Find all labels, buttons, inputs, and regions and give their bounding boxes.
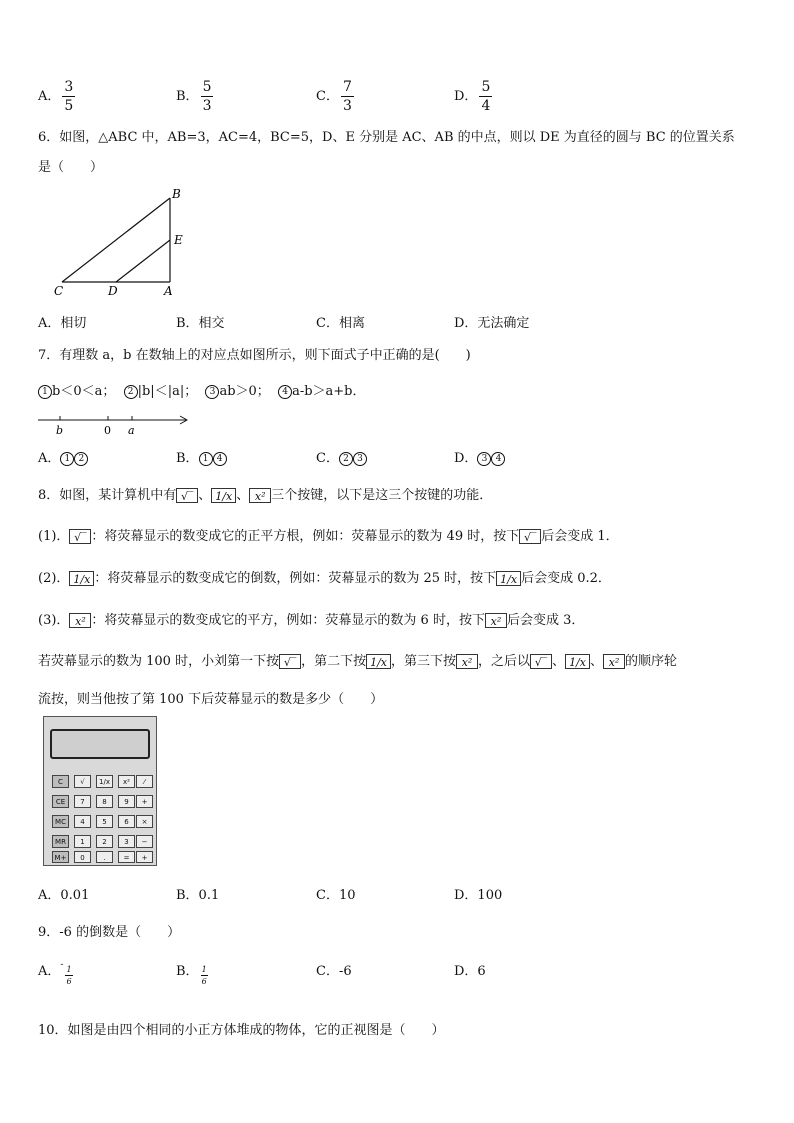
q8-option-c: C．10: [316, 888, 356, 903]
calc-key: 1/x: [96, 775, 113, 788]
label-d: D: [108, 284, 118, 298]
calc-key: +: [136, 851, 153, 863]
calc-key: 1: [74, 835, 91, 848]
square-key-icon: x²: [603, 654, 625, 669]
sqrt-key-icon: √‾: [519, 529, 541, 544]
q7-number-line: [36, 412, 196, 438]
calc-key: 5: [96, 815, 113, 828]
q8-function-3: (3)． x² ：将荧幕显示的数变成它的平方，例如：荧幕显示的数为 6 时，按下 x² 后会变成 3．: [38, 613, 585, 628]
q6-option-a: A．相切: [38, 316, 87, 331]
label-c: C: [54, 284, 64, 298]
axis-zero: 0: [104, 424, 111, 437]
q5-option-b: B． $\frac{5}{3}$: [176, 79, 212, 114]
calc-key: MR: [52, 835, 69, 848]
calc-key: √: [74, 775, 91, 788]
q10-stem: 10．如图是由四个相同的小正方体堆成的物体，它的正视图是（ ）: [38, 1023, 445, 1038]
reciprocal-key-icon: 1/x: [496, 571, 521, 586]
label-b: B: [172, 187, 181, 201]
q6-stem-line2: 是（ ）: [38, 160, 104, 175]
calc-key: 3: [118, 835, 135, 848]
calc-key: CE: [52, 795, 69, 808]
sqrt-key-icon: √‾: [69, 529, 91, 544]
q6-option-c: C．相离: [316, 316, 365, 331]
segment-de: [116, 240, 170, 282]
label-e: E: [174, 233, 183, 247]
calc-key: MC: [52, 815, 69, 828]
calc-key: 9: [118, 795, 135, 808]
sqrt-key-icon: √‾: [530, 654, 552, 669]
q8-question-line1: 若荧幕显示的数为 100 时，小刘第一下按 √‾ ，第二下按 1/x ，第三下按 x² ，之后以 √‾ 、 1/x 、 x² 的顺序轮: [38, 654, 678, 669]
q6-option-d: D．无法确定: [454, 316, 530, 331]
calc-key: 4: [74, 815, 91, 828]
q9-option-b: B． $\frac{1}{6}$: [176, 964, 207, 986]
calc-key: 8: [96, 795, 113, 808]
q8-function-2: (2)． 1/x ：将荧幕显示的数变成它的倒数，例如：荧幕显示的数为 25 时，按下 1/x 后会变成 0.2．: [38, 571, 611, 586]
q9-stem: 9．-6 的倒数是（ ）: [38, 925, 181, 940]
q7-option-a: A． 1 2: [38, 447, 88, 466]
calc-key: M+: [52, 851, 69, 863]
calc-key: ⁄: [136, 775, 153, 788]
q7-option-d: D． 3 4: [454, 447, 505, 466]
reciprocal-key-icon: 1/x: [211, 488, 236, 503]
calc-key: +: [136, 795, 153, 808]
square-key-icon: x²: [485, 613, 507, 628]
q9-option-c: C．-6: [316, 964, 352, 979]
sqrt-key-icon: √‾: [176, 488, 198, 503]
q8-option-d: D．100: [454, 888, 503, 903]
q8-option-b: B．0.1: [176, 888, 220, 903]
calc-key: ×: [136, 815, 153, 828]
q9-option-a: A．- $\frac{1}{6}$: [38, 960, 72, 986]
q8-function-1: (1)． √‾ ：将荧幕显示的数变成它的正平方根，例如：荧幕显示的数为 49 时，按下 √‾ 后会变成 1．: [38, 529, 619, 544]
calc-key: 0: [74, 851, 91, 863]
q7-option-b: B． 1 4: [176, 447, 227, 466]
calc-key: =: [118, 851, 135, 863]
calculator-screen: [50, 729, 150, 759]
q7-option-c: C． 2 3: [316, 447, 367, 466]
q8-stem: 8．如图，某计算机中有 √‾ 、 1/x 、 x² 三个按键，以下是这三个按键的功能．: [38, 488, 493, 503]
reciprocal-key-icon: 1/x: [565, 654, 590, 669]
calc-key: .: [96, 851, 113, 863]
q7-stem: 7．有理数 a，b 在数轴上的对应点如图所示，则下面式子中正确的是( ): [38, 348, 471, 363]
q5-option-a: A． $\frac{3}{5}$: [38, 79, 74, 114]
axis-b: b: [56, 424, 64, 437]
square-key-icon: x²: [456, 654, 478, 669]
reciprocal-key-icon: 1/x: [69, 571, 94, 586]
q6-stem-line1: 6．如图，△ABC 中，AB=3，AC=4，BC=5，D、E 分别是 AC、AB 的中点，则以 DE 为直径的圆与 BC 的位置关系: [38, 130, 735, 145]
calc-key: 7: [74, 795, 91, 808]
square-key-icon: x²: [249, 488, 271, 503]
calc-key: C: [52, 775, 69, 788]
calc-key: 2: [96, 835, 113, 848]
square-key-icon: x²: [69, 613, 91, 628]
label-a: A: [164, 284, 173, 298]
q6-triangle-figure: [50, 186, 190, 298]
side-cb: [62, 198, 170, 282]
calculator-figure: [43, 716, 157, 866]
calc-key: −: [136, 835, 153, 848]
q5-option-c: C． $\frac{7}{3}$: [316, 79, 352, 114]
q8-question-line2: 流按，则当他按了第 100 下后荧幕显示的数是多少（ ）: [38, 692, 384, 707]
q7-statements: 1 b＜0＜a； 2 |b|＜|a|； 3 ab＞0； 4 a-b＞a+b．: [38, 380, 366, 399]
axis-a: a: [128, 424, 135, 437]
q6-option-b: B．相交: [176, 316, 225, 331]
q9-option-d: D．6: [454, 964, 486, 979]
q8-option-a: A．0.01: [38, 888, 90, 903]
reciprocal-key-icon: 1/x: [366, 654, 391, 669]
q5-option-d: D． $\frac{5}{4}$: [454, 79, 491, 114]
sqrt-key-icon: √‾: [279, 654, 301, 669]
calc-key: x²: [118, 775, 135, 788]
calc-key: 6: [118, 815, 135, 828]
